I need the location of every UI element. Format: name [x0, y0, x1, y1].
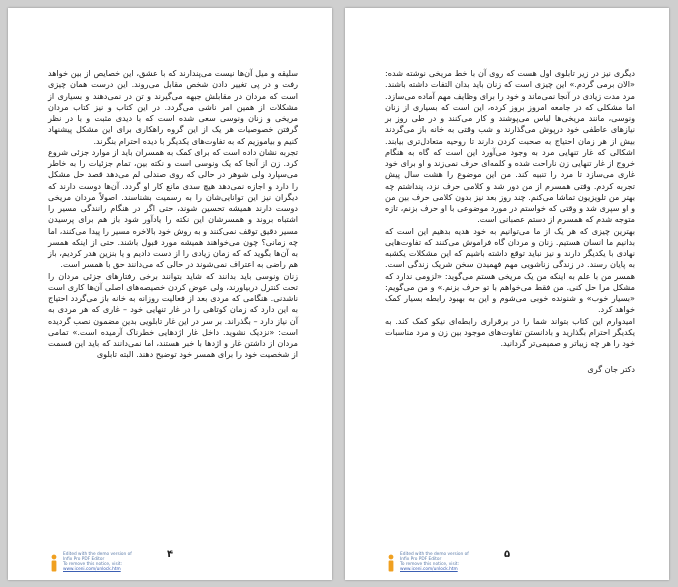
paragraph: بهترین چیزی که هر یک از ما می‌توانیم به خود هدیه بدهیم این است که بدانیم ما انسان هستیم. زنان و مردان گاه فراموش می‌کنند که تفاوت‌هایی نهادی با یکدیگر دارند و نیز نباید توقع داشته باشیم که این مشکلات یکشبه به پایان رسند. در زندگی زناشویی مهم فهمیدن سخن شریک زندگی است. همسر من با علم به اینکه من یک مریخی هستم می‌گوید: «لزومی ندارد که مشکل مرا حل کنی. من فقط می‌خواهم با تو حرف بزنم.» و من می‌گویم: «بسیار خوب» و شنونده خوبی می‌شوم و این به بهبود رابطه بسیار کمک خواهد کرد. — [385, 225, 635, 315]
watermark-line: Infix Pro PDF Editor — [63, 557, 105, 562]
page-5 — [345, 8, 669, 580]
watermark-link[interactable]: www.iceni.com/unlock.htm — [400, 567, 458, 572]
watermark-line: To remove this notice, visit: — [63, 562, 123, 567]
page-4 — [8, 8, 332, 580]
watermark-link[interactable]: www.iceni.com/unlock.htm — [63, 567, 121, 572]
infix-logo-icon — [385, 554, 397, 572]
editor-watermark — [385, 552, 469, 572]
author-signature: دکتر جان گری — [587, 364, 635, 375]
paragraph: سلیقه و میل آن‌ها نیست می‌پندارند که با عشق، این خصایص از بین خواهد رفت و در پی تغییر دادن شخص مقابل می‌روند. این درست همان چیزی است که مردان در مقابلش جبهه می‌گیرند و تن در نمی‌دهند و بسیاری از مشکلات از همین امر ناشی می‌گردد. در این کتاب و نیز کتاب مردان مریخی و زنان ونوسی سعی شده است که با دیدی مثبت و با در نظر گرفتن خصوصیات هر یک از این گروه راهکاری برای این مشکل پیشنهاد کنیم و بیاموزیم که به تفاوت‌های یکدیگر با دیده احترام بنگرند. — [48, 68, 298, 146]
paragraph: تجربه نشان داده است که برای کمک به همسران باید از موارد جزئی شروع کرد. زن از آنجا که یک ونوسی است و نکته بین، تمام جزئیات را به خاطر می‌سپارد ولی شوهر در حالی که روی صندلی لم می‌دهد قصد حل مشکل را دارد و اجازه نمی‌دهد هیچ سدی مانع کار او گردد. آن‌ها دوست دارند که دیگران نیز این توانایی‌شان را به رسمیت بشناسند. اصولاً مردان مریخی دوست دارند همیشه تحسین شوند، حتی اگر در هنگام رانندگی مسیر را اشتباه بروند و همسرشان این نکته را یادآور شود باز هم برای پرسیدن مسیر دقیق توقف نمی‌کنند و به روش خود بالاخره مسیر را پیدا می‌کنند، اما چه زمانی؟ چون می‌خواهند همیشه مورد قبول باشند. حتی از اینکه همسر به آن‌ها بگوید که که زمان زیادی را از دست دادیم و یا بنزین هدر کردیم، باز هم راضی به اعتراف نمی‌شوند در حالی که می‌دانند حق با همسر است. — [48, 146, 298, 270]
paragraph: امیدوارم این کتاب بتواند شما را در برقراری رابطه‌ای نیکو کمک کند. به یکدیگر احترام بگذارید و بادانستن تفاوت‌های موجود بین زن و مرد مناسبات خود را هر چه زیباتر و صمیمی‌تر گردانید. — [385, 315, 635, 348]
infix-logo-icon — [48, 554, 60, 572]
watermark-line: Edited with the demo version of — [400, 552, 469, 557]
page-number: ۴ — [166, 549, 174, 560]
watermark-line: Edited with the demo version of — [63, 552, 132, 557]
editor-watermark — [48, 552, 132, 572]
page-number: ۵ — [503, 549, 511, 560]
page-body — [385, 68, 635, 376]
watermark-line: Infix Pro PDF Editor — [400, 557, 442, 562]
paragraph: زنان ونوسی باید بدانند که شاید بتوانند برخی رفتارهای جزئی مردان را تحت کنترل دربیاورند، ولی عوض کردن خصیصه‌های اصلی آن‌ها کاری است ناشدنی. هنگامی که مردی بعد از فعالیت روزانه به خانه باز می‌گردد احتیاج به این دارد که زمان کوتاهی را در غار تنهایی خود – غاری که هر مردی به آن نیاز دارد – بگذراند. بر سر در این غار تابلویی بدین مضمون نصب گردیده است: «نزدیک نشوید. داخل غار اژدهایی خطرناک آرمیده است.» تمامی مردان از داشتن غار و اژدها با خبر هستند، اما نمی‌دانند که باید این قسمت از شخصیت خود را برای همسر خود توضیح دهند. البته تابلوی — [48, 270, 298, 360]
paragraph: دیگری نیز در زیر تابلوی اول هست که روی آن با خط مریخی نوشته شده: «الان برمی گردم.» این چیزی است که زنان باید بدان التفات داشته باشند. مرد مدت زیادی در آنجا نمی‌ماند و خود را برای وظایف مهم آماده می‌سازد. اما مشکلی که در جامعه امروز بروز کرده، این است که بسیاری از زنان ونوسی، مانند مریخی‌ها لباس می‌پوشند و کار می‌کنند و در طی روز بر نیازهای عاطفی خود درپوش می‌گذارند و شب وقتی به خانه باز می‌گردند بیش از هر زمان احتیاج به صحبت کردن دارند تا روحیه متعادل‌تری بیابند. اشکالی که غار تنهایی مرد به وجود می‌آورد این است که گاه به هنگام خروج از غار تنهایی زن ناراحت شده و کلمه‌ای حرف نمی‌زند و او برای خود غاری می‌سازد تا مرد را تنبیه کند. من این موضوع را هشت سال پیش تجربه کردم. وقتی همسرم از من دور شد و کلامی حرف نزد، پنداشتم چه بهتر من تلویزیون تماشا می‌کنم. چند روز بعد نیز بدون کلامی حرف بین من و او سپری شد و وقتی که خواستم در مورد موضوعی با او حرف بزنم، تازه متوجه شدم که همسرم از دستم عصبانی است. — [385, 68, 635, 225]
page-body — [48, 68, 298, 361]
watermark-line: To remove this notice, visit: — [400, 562, 460, 567]
